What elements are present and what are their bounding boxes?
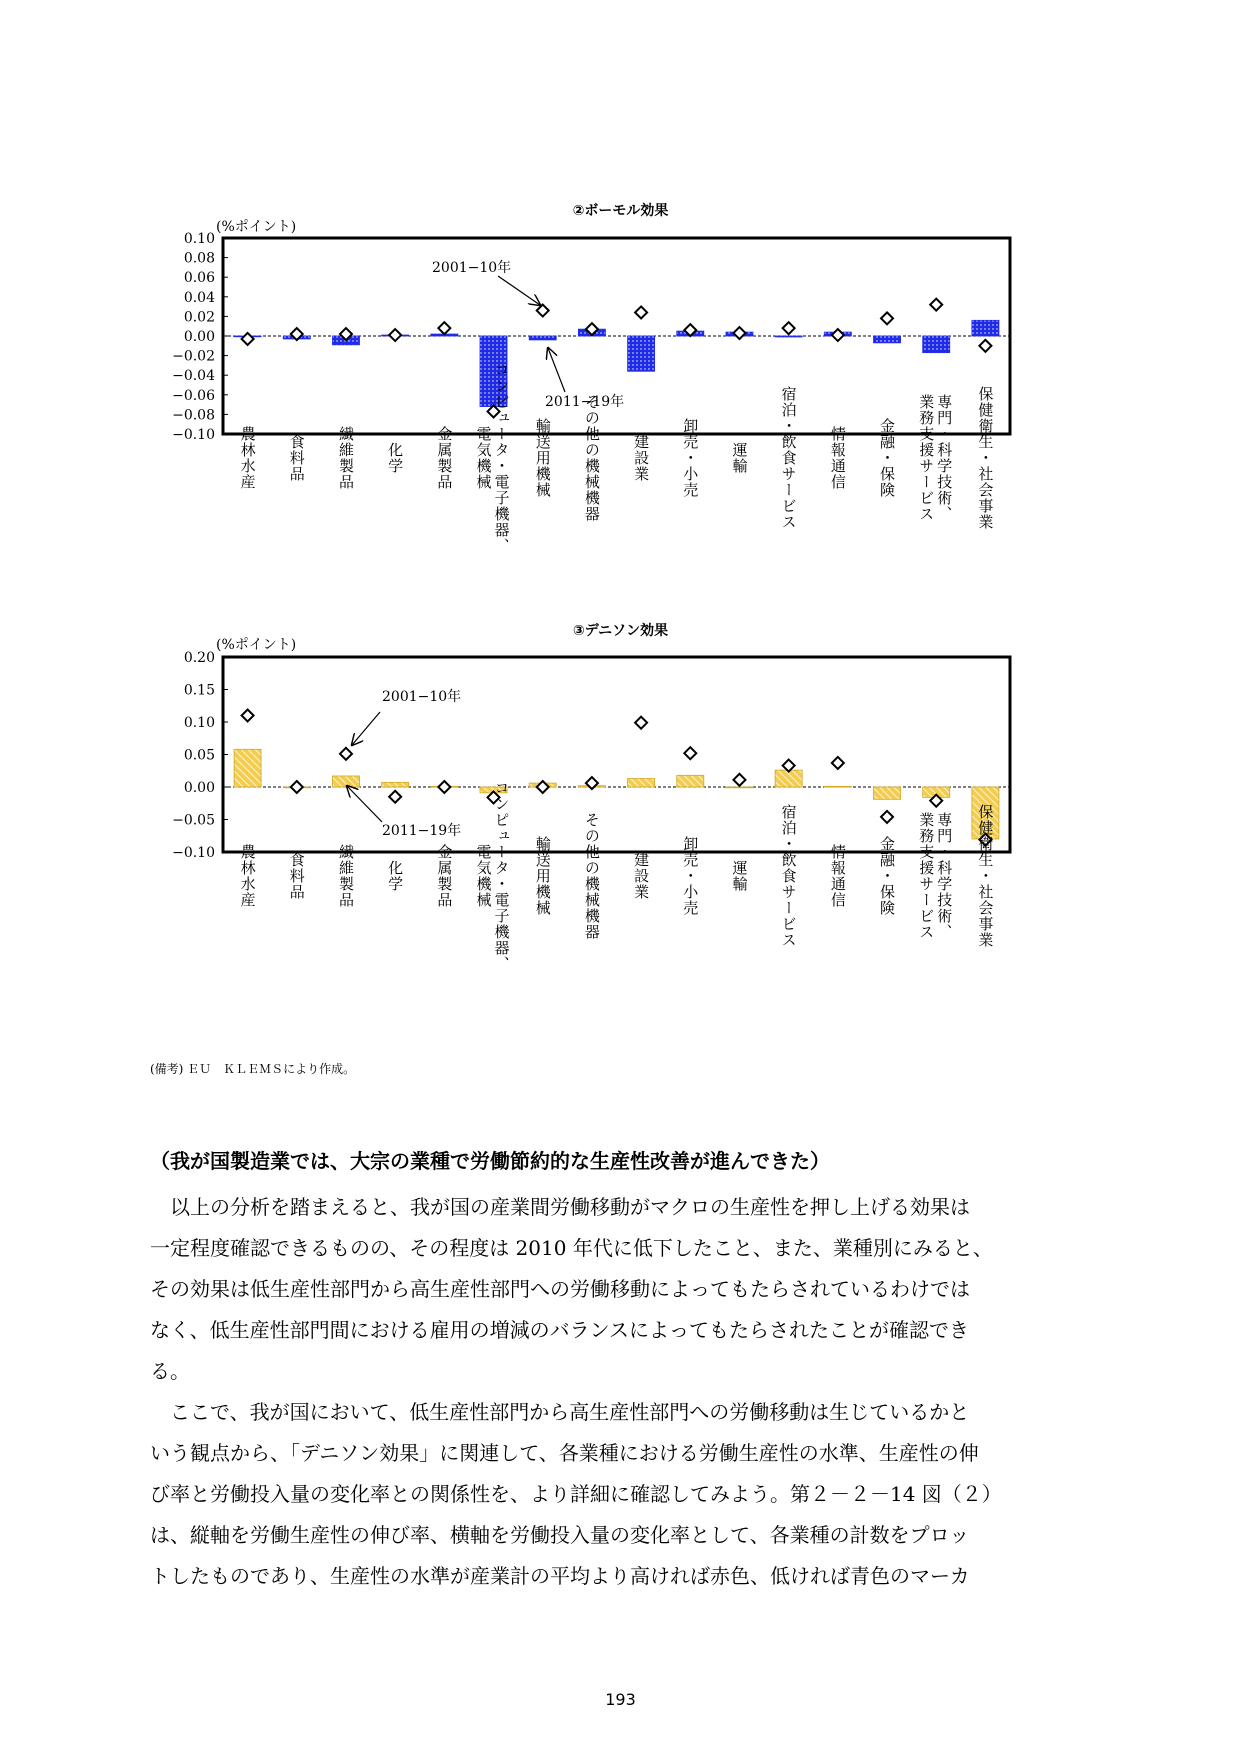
y-tick-label: 0.06 xyxy=(183,270,215,287)
category-label-7: その他の機械機器 xyxy=(582,812,601,940)
diamond-marker-3 xyxy=(389,791,401,803)
y-tick-label: 0.05 xyxy=(183,747,215,764)
diamond-marker-2 xyxy=(340,748,352,760)
category-label-14: 業務支援サービス xyxy=(917,394,936,522)
y-tick-label: 0.04 xyxy=(183,289,215,306)
category-label-11: 宿泊・飲食サービス xyxy=(779,386,798,530)
y-tick-label: 0.10 xyxy=(183,231,215,247)
page-number: 193 xyxy=(605,1690,636,1709)
section-heading: （我が国製造業では、大宗の業種で労働節約的な生産性改善が進んできた） xyxy=(150,1149,830,1173)
category-label-1: 食料品 xyxy=(287,852,306,900)
paragraph-line-1: 以上の分析を踏まえると、我が国の産業間労働移動がマクロの生産性を押し上げる効果は xyxy=(170,1195,970,1219)
diamond-marker-13 xyxy=(881,811,893,823)
y-tick-label: −0.05 xyxy=(172,812,215,829)
bar-8 xyxy=(628,779,655,787)
y-tick-label: 0.15 xyxy=(183,682,215,699)
y-tick-label: 0.20 xyxy=(183,650,215,666)
category-label-0: 農林水産 xyxy=(238,426,257,490)
category-label-3: 化学 xyxy=(386,860,405,892)
paragraph-line-10: トしたものであり、生産性の水準が産業計の平均より高ければ赤色、低ければ青色のマーカ xyxy=(150,1564,970,1588)
diamond-marker-4 xyxy=(438,781,450,793)
y-tick-label: −0.10 xyxy=(172,845,215,861)
y-tick-label: 0.00 xyxy=(183,780,215,796)
chart-dennison-title: ③デニソン効果 xyxy=(572,623,669,639)
category-label-15: 保健衛生・社会事業 xyxy=(976,804,995,948)
paragraph-line-3: その効果は低生産性部門から高生産性部門への労働移動によってもたらされているわけでは xyxy=(150,1277,970,1301)
bar-3 xyxy=(382,782,409,787)
category-label-2: 繊維製品 xyxy=(336,844,355,908)
bar-12 xyxy=(824,786,851,787)
category-label-4: 金属製品 xyxy=(435,426,454,490)
diamond-marker-12 xyxy=(832,757,844,769)
diamond-marker-0 xyxy=(242,710,254,722)
category-label-3: 化学 xyxy=(386,442,405,474)
diamond-marker-8 xyxy=(635,717,647,729)
annotation-2001: 2001−10年 xyxy=(432,260,512,276)
category-label-5: コンピュータ・電子機器、 xyxy=(492,780,511,972)
diamond-marker-10 xyxy=(733,774,745,786)
category-label-10: 運輸 xyxy=(730,442,749,474)
y-tick-label: 0.08 xyxy=(183,250,215,267)
source-note: (備考) ＥＵ ＫＬＥＭＳにより作成。 xyxy=(150,1062,356,1076)
category-label-2: 繊維製品 xyxy=(336,426,355,490)
y-tick-label: −0.04 xyxy=(172,368,215,385)
annotation-2001: 2001−10年 xyxy=(382,689,462,705)
category-label-14: 専門・科学技術、 xyxy=(935,394,954,522)
category-label-6: 輸送用機械 xyxy=(533,836,552,916)
paragraph-line-2: 一定程度確認できるものの、その程度は 2010 年代に低下したこと、また、業種別にみると、 xyxy=(150,1236,993,1260)
y-tick-label: −0.10 xyxy=(172,427,215,443)
category-label-1: 食料品 xyxy=(287,434,306,482)
category-label-14: 業務支援サービス xyxy=(917,812,936,940)
category-label-0: 農林水産 xyxy=(238,844,257,908)
category-label-10: 運輸 xyxy=(730,860,749,892)
bar-9 xyxy=(677,775,704,787)
category-label-5: 電気機械 xyxy=(474,844,493,908)
category-label-9: 卸売・小売 xyxy=(681,418,700,498)
category-label-12: 情報通信 xyxy=(828,844,847,908)
category-label-13: 金融・保険 xyxy=(878,418,897,498)
bar-2 xyxy=(332,776,359,787)
chart-baumol-title: ②ボーモル効果 xyxy=(572,203,669,219)
paragraph-line-8: び率と労働投入量の変化率との関係性を、より詳細に確認してみよう。第２－２－14 図（２） xyxy=(150,1482,1002,1506)
category-label-9: 卸売・小売 xyxy=(681,836,700,916)
bar-0 xyxy=(234,749,261,787)
chart-baumol-unit-label: (%ポイント) xyxy=(216,219,297,235)
diamond-marker-1 xyxy=(291,781,303,793)
y-tick-label: 0.02 xyxy=(183,309,215,326)
category-label-6: 輸送用機械 xyxy=(533,418,552,498)
y-tick-label: 0.10 xyxy=(183,715,215,731)
y-tick-label: −0.02 xyxy=(172,348,215,365)
category-label-15: 保健衛生・社会事業 xyxy=(976,386,995,530)
paragraph-line-5: る。 xyxy=(150,1359,190,1383)
paragraph-line-7: いう観点から、「デニソン効果」に関連して、各業種における労働生産性の水準、生産性の伸 xyxy=(150,1441,979,1465)
category-label-11: 宿泊・飲食サービス xyxy=(779,804,798,948)
annotation-2011-arrow xyxy=(347,786,382,822)
category-label-4: 金属製品 xyxy=(435,844,454,908)
y-tick-label: −0.08 xyxy=(172,407,215,424)
diamond-marker-9 xyxy=(684,747,696,759)
annotation-2011: 2011−19年 xyxy=(382,823,462,839)
category-label-5: コンピュータ・電子機器、 xyxy=(492,362,511,554)
category-label-7: その他の機械機器 xyxy=(582,394,601,522)
category-label-13: 金融・保険 xyxy=(878,836,897,916)
annotation-2001-arrow xyxy=(352,712,380,745)
paragraph-line-4: なく、低生産性部門間における雇用の増減のバランスによってもたらされたことが確認でき xyxy=(150,1318,969,1342)
paragraph-line-6: ここで、我が国において、低生産性部門から高生産性部門への労働移動は生じているかと xyxy=(170,1400,970,1424)
category-label-8: 建設業 xyxy=(632,852,651,900)
category-label-5: 電気機械 xyxy=(474,426,493,490)
chart-dennison-unit-label: (%ポイント) xyxy=(216,637,297,653)
y-tick-label: 0.00 xyxy=(183,329,215,345)
bar-13 xyxy=(874,787,901,799)
y-tick-label: −0.06 xyxy=(172,387,215,404)
paragraph-line-9: は、縦軸を労働生産性の伸び率、横軸を労働投入量の変化率として、各業種の計数をプロッ xyxy=(150,1523,970,1547)
category-label-8: 建設業 xyxy=(632,434,651,482)
annotation-2011: 2011−19年 xyxy=(545,394,625,410)
category-label-12: 情報通信 xyxy=(828,426,847,490)
category-label-14: 専門・科学技術、 xyxy=(935,812,954,940)
